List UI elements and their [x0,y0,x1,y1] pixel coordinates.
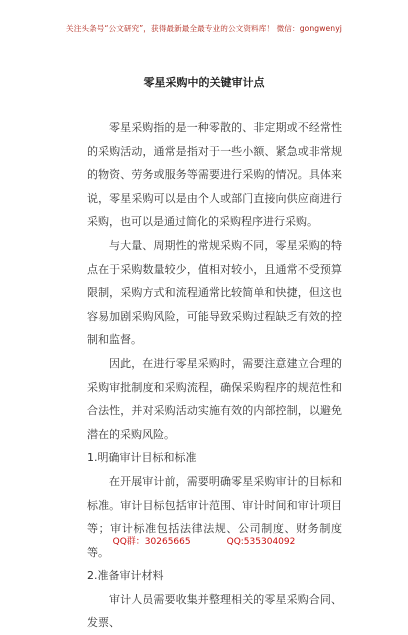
paragraph: 因此，在进行零星采购时，需要注意建立合理的采购审批制度和采购流程，确保采购程序的规范性和合法性，并对采购活动实施有效的内部控制，以避免潜在的采购风险。 [87,356,342,441]
paragraph: 零星采购指的是一种零散的、非定期或不经常性的采购活动，通常是指对于一些小额、紧急或非常规的物资、劳务或服务等需要进行采购的情况。具体来说，零星采购可以是由个人或部门直接向供应商进行采购，也可以是通过简化的采购程序进行采购。 [87,121,342,229]
footer-qq-number: QQ:535304092 [226,537,296,547]
paragraph: 与大量、周期性的常规采购不同，零星采购的特点在于采购数量较少，值相对较小，且通常不受预算限制，采购方式和流程通常比较简单和快捷，但这也容易加剧采购风险，可能导致采购过程缺乏有效的控制和监督。 [87,238,342,347]
footer-qq-group: QQ群：30265665 [112,537,191,547]
document-title: 零星采购中的关键审计点 [143,76,265,89]
section-heading: 1.明确审计目标和标准 [87,451,197,465]
section-heading: 2.准备审计材料 [87,569,164,583]
document-body [87,116,342,635]
paragraph: 在开展审计前，需要明确零星采购审计的目标和标准。审计目标包括审计范围、审计时间和审计项目等；审计标准包括法律法规、公司制度、财务制度等。 [87,474,342,559]
paragraph: 审计人员需要收集并整理相关的零星采购合同、发票、 [87,592,342,630]
header-banner: 关注头条号“公文研究”，获得最新最全最专业的公文资料库！ 微信：gongwenyj [66,24,342,33]
footer-contacts [0,534,408,547]
